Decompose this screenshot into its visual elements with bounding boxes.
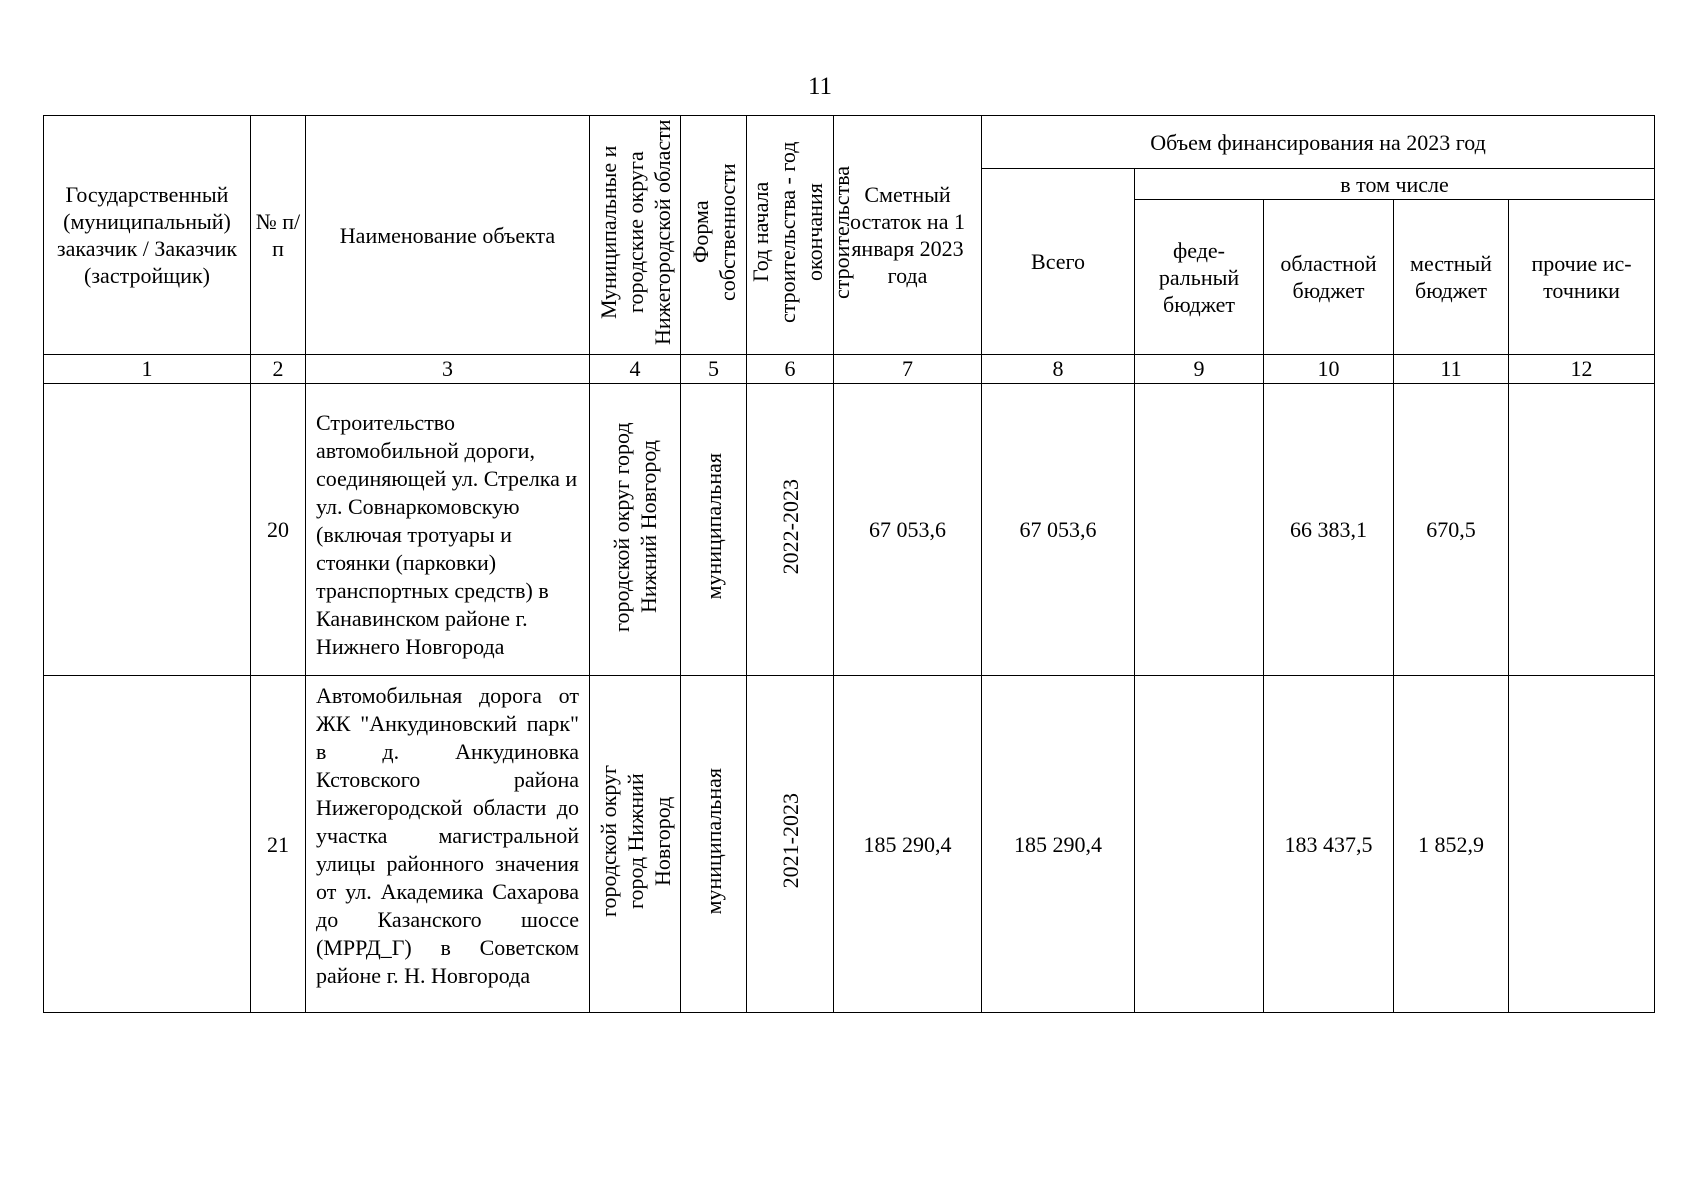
cell-regional: 66 383,1 — [1264, 384, 1394, 676]
column-number: 12 — [1509, 355, 1655, 384]
header-customer: Государственный (муниципальный) заказчик / Заказчик (застройщик) — [44, 116, 251, 355]
cell-total: 185 290,4 — [982, 676, 1135, 1013]
page-number: 11 — [807, 73, 833, 100]
column-number: 9 — [1135, 355, 1264, 384]
cell-total: 67 053,6 — [982, 384, 1135, 676]
header-estimate: Сметный остаток на 1 января 2023 года — [834, 116, 982, 355]
cell-other — [1509, 384, 1655, 676]
header-ownership: Форма собственности — [681, 116, 747, 355]
header-including: в том числе — [1135, 169, 1655, 200]
cell-local: 670,5 — [1394, 384, 1509, 676]
column-number: 8 — [982, 355, 1135, 384]
table-row — [44, 676, 1655, 1013]
column-number: 11 — [1394, 355, 1509, 384]
header-local: местный бюджет — [1394, 200, 1509, 355]
cell-num: 20 — [251, 384, 306, 676]
table-row — [44, 384, 1655, 676]
header-object-name: Наименование объекта — [306, 116, 590, 355]
cell-federal — [1135, 676, 1264, 1013]
cell-local: 1 852,9 — [1394, 676, 1509, 1013]
cell-municipal: городской округ город Нижний Новгород — [590, 384, 681, 676]
cell-estimate: 185 290,4 — [834, 676, 982, 1013]
cell-object-name: Строительство автомобильной дороги, соединяющей ул. Стрелка и ул. Совнаркомовскую (включая тротуары и стоянки (парковки) транспортных средств) в Канавинском районе г. Нижнего Новгорода — [306, 384, 590, 676]
cell-object-name: Автомобильная дорога от ЖК "Анкудиновский парк" в д. Анкудиновка Кстовского района Нижегородской области до участка магистральной улицы районного значения от ул. Академика Сахарова до Казанского шоссе (МРРД_Г) в Советском районе г. Н. Новгорода — [306, 676, 590, 1013]
cell-federal — [1135, 384, 1264, 676]
header-funding-title: Объем финансирования на 2023 год — [982, 116, 1655, 169]
column-number: 3 — [306, 355, 590, 384]
header-regional: областной бюджет — [1264, 200, 1394, 355]
cell-municipal: городской округ город Нижний Новгород — [590, 676, 681, 1013]
header-federal: феде-ральный бюджет — [1135, 200, 1264, 355]
cell-ownership: муниципальная — [681, 676, 747, 1013]
column-number: 5 — [681, 355, 747, 384]
cell-regional: 183 437,5 — [1264, 676, 1394, 1013]
cell-years: 2021-2023 — [747, 676, 834, 1013]
cell-other — [1509, 676, 1655, 1013]
cell-ownership: муниципальная — [681, 384, 747, 676]
header-other: прочие ис-точники — [1509, 200, 1655, 355]
header-total: Всего — [982, 169, 1135, 355]
column-number: 4 — [590, 355, 681, 384]
column-number-row — [44, 355, 1655, 384]
header-num: № п/п — [251, 116, 306, 355]
column-number: 1 — [44, 355, 251, 384]
column-number: 7 — [834, 355, 982, 384]
column-number: 6 — [747, 355, 834, 384]
column-number: 2 — [251, 355, 306, 384]
cell-customer — [44, 676, 251, 1013]
header-years: Год начала строительства - год окончания строительства — [747, 116, 834, 355]
cell-estimate: 67 053,6 — [834, 384, 982, 676]
column-number: 10 — [1264, 355, 1394, 384]
cell-customer — [44, 384, 251, 676]
cell-num: 21 — [251, 676, 306, 1013]
cell-years: 2022-2023 — [747, 384, 834, 676]
financing-table — [43, 115, 1655, 1013]
header-municipal: Муниципальные и городские округа Нижегородской области — [590, 116, 681, 355]
